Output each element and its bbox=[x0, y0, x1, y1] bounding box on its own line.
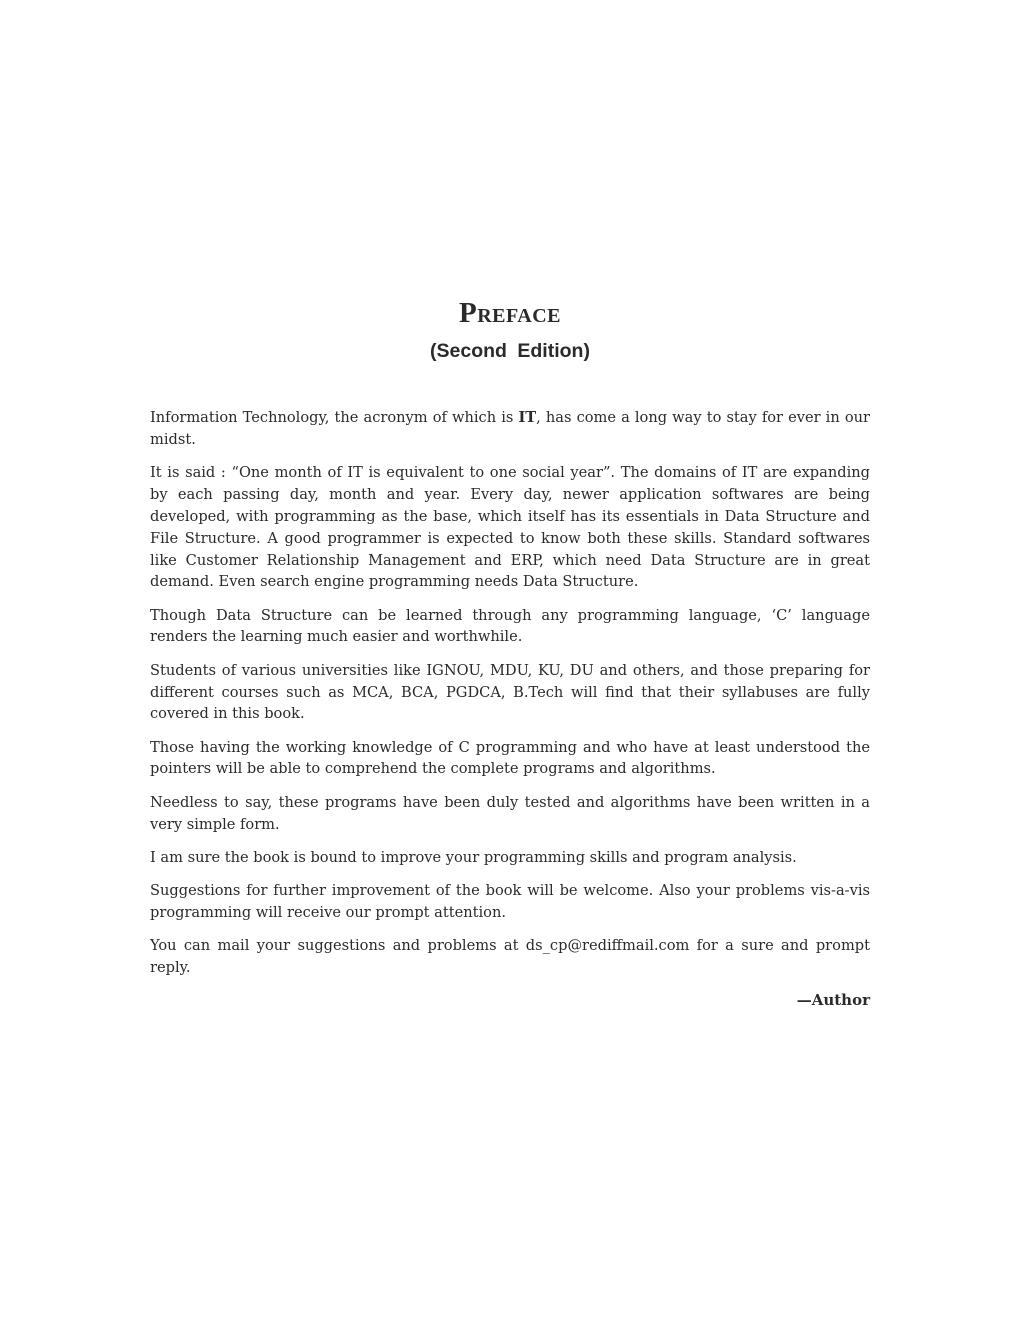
paragraph-1-after: , has come a long way to stay for ever in our midst. bbox=[150, 409, 870, 449]
author-signature: —Author bbox=[796, 991, 870, 1010]
paragraph-5: Those having the working knowledge of C programming and who have at least understood the pointers will be able to comprehend the complete programs and algorithms. bbox=[150, 738, 870, 778]
paragraph-8: Suggestions for further improvement of the book will be welcome. Also your problems vis-a-vis programming will receive our prompt attention. bbox=[150, 882, 870, 921]
paragraph-1-bold: IT bbox=[518, 409, 537, 427]
page-title-text: Preface bbox=[459, 297, 561, 329]
paragraph-1-before: Information Technology, the acronym of which is bbox=[150, 409, 519, 427]
paragraph-9: You can mail your suggestions and problems at ds_cp@rediffmail.com for a sure and prompt reply. bbox=[150, 937, 870, 977]
paragraph-2: It is said : “One month of IT is equivalent to one social year”. The domains of IT are expanding by each passing day, month and year. Every day, newer application softwares are being developed, with programming as the base, which itself has its essentials in Data Structure and File Structure. A good programmer is expected to know both these skills. Standard softwares like Customer Relationship Management and ERP, which need Data Structure are in great demand. Even search engine programming needs Data Structure. bbox=[150, 464, 870, 591]
paragraph-3: Though Data Structure can be learned through any programming language, ‘C’ language renders the learning much easier and worthwhile. bbox=[150, 606, 870, 646]
paragraph-1 bbox=[150, 407, 870, 451]
paragraph-6: Needless to say, these programs have been duly tested and algorithms have been written in a very simple form. bbox=[150, 793, 870, 833]
paragraph-4: Students of various universities like IGNOU, MDU, KU, DU and others, and those preparing for different courses such as MCA, BCA, PGDCA, B.Tech will find that their syllabuses are fully covered in this book. bbox=[150, 661, 870, 723]
paragraph-7: I am sure the book is bound to improve your programming skills and program analysis. bbox=[150, 848, 797, 866]
preface-body bbox=[150, 407, 870, 1012]
page-title bbox=[150, 290, 870, 336]
page-subtitle: (Second Edition) bbox=[430, 340, 590, 362]
preface-page bbox=[150, 290, 870, 1012]
